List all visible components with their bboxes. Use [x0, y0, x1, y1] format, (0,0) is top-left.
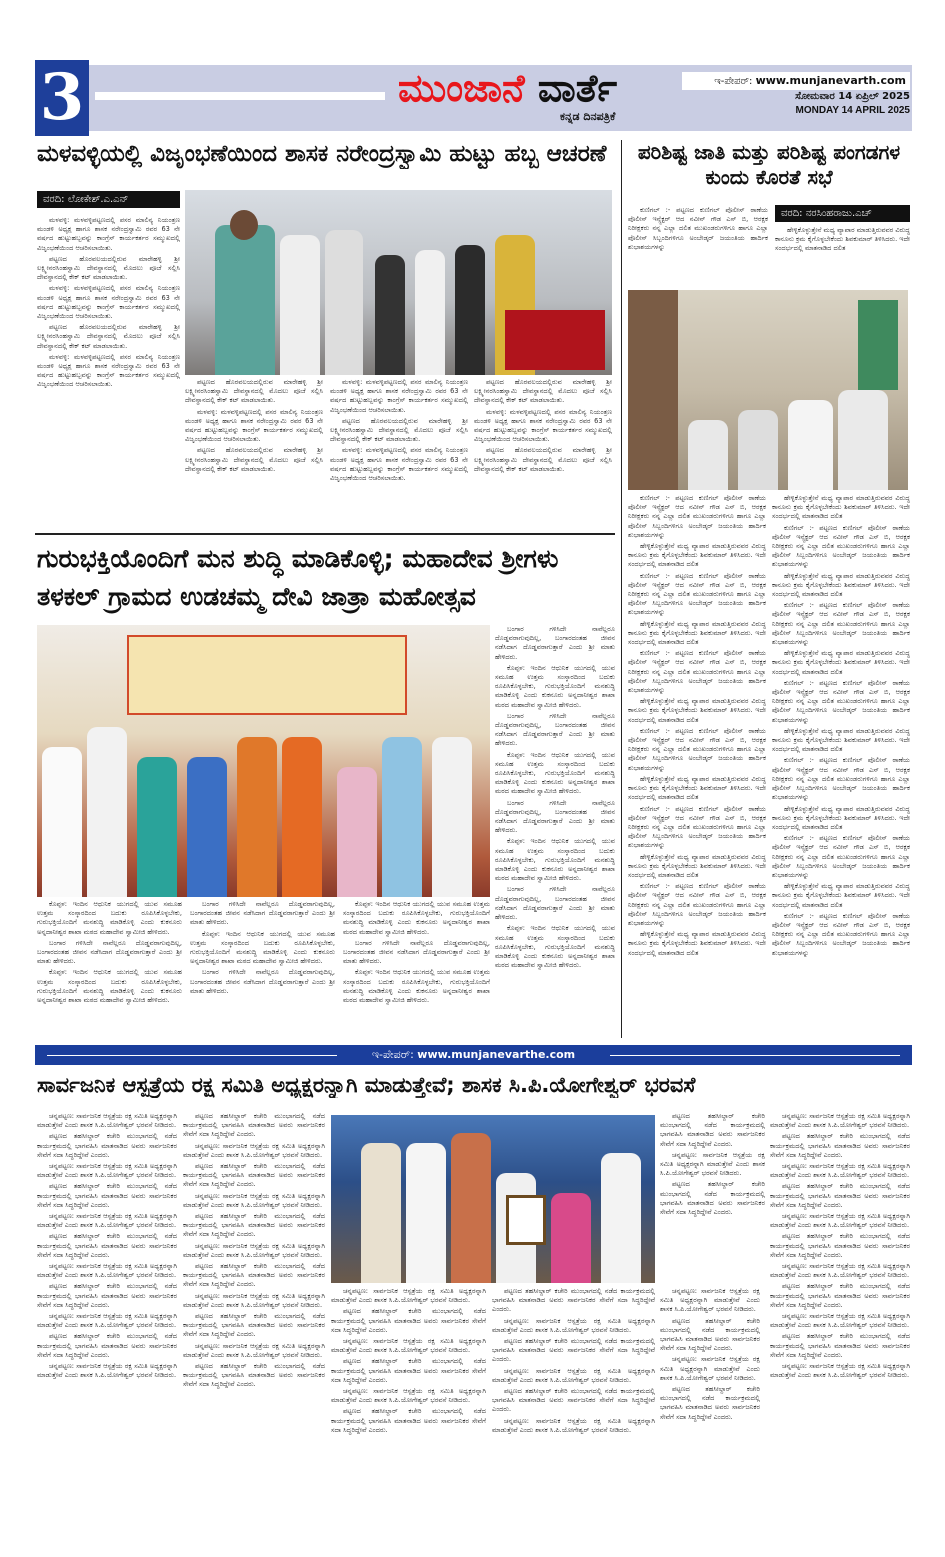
- article-paragraph: ಕುಣಿಗಲ್ :- ಪಟ್ಟಣದ ಕುಣಿಗಲ್ ಪೊಲೀಸ್ ಠಾಣೆಯ ಪೊಲೀಸ್ ಇನ್ಸ್ಪೆಕ್ಟರ್ ಆದ ನವೀನ್ ಗೌಡ ಎಸ್ ಬಿ, ಆರಕ್ಷಕ ನಿರೀಕ್ಷಕರು ನನ್ನ ಎಲ್ಲಾ ದಲಿತ ಮುಖಂಡರುಗಳಿಗೂ ಹಾಗೂ ಎಲ್ಲಾ ಪೊಲೀಸ್ ಸಿಬ್ಬಂದಿಗಳಿಗೂ ಅಂಬೇಡ್ಕರ್ ಜಯಂತಿಯ ಹಾರ್ದಿಕ ಶುಭಾಶಯಗಳನ್ನು: [628, 649, 766, 695]
- article-paragraph: ಹೇಳ್ಳಿಕೊಳ್ಳುತ್ತೇನೆ ಮಧ್ಯ ವ್ಯಾಪಾರ ಮಾಡುತ್ತಿರುವವರ ವಿರುದ್ಧ ಕಾನೂನು ಕ್ರಮ ಕೈಗೊಳ್ಳಬೇಕೆಂದು ಶಿವಕುಮಾರ್ ತಿಳಿಸಿದರು. ಇದೇ ಸಂದರ್ಭದಲ್ಲಿ ಮಾತನಾಡಿದ ದಲಿತ: [628, 619, 766, 647]
- photo-detail: [127, 635, 407, 715]
- article-paragraph: ಚನ್ನಪಟ್ಟಣ: ಸಾರ್ವಜನಿಕ ಆಸ್ಪತ್ರೆಯ ರಕ್ಷ ಸಮಿತಿ ಅಧ್ಯಕ್ಷರನ್ನಾಗಿ ಮಾಡುತ್ತೇವೆ ಎಂದು ಶಾಸಕ ಸಿ.ಪಿ.ಯೋಗೇಶ್ವರ್ ಭರವಸೆ ನೀಡಿದರು.: [37, 1162, 177, 1180]
- article-paragraph: ಮಳವಳ್ಳಿ: ಮಳವಳ್ಳಿಪಟ್ಟಣದಲ್ಲಿ ಪಸರ ಮಾಲಿನ್ಯ ನಿಯಂತ್ರಣ ಮಂಡಳಿ ಅಧ್ಯಕ್ಷ ಹಾಗೂ ಶಾಸಕ ನರೇಂದ್ರಸ್ವಾಮಿ ರವರ 63 ನೇ ವರ್ಷದ ಹುಟ್ಟುಹಬ್ಬವನ್ನು ಕಾಂಗ್ರೆಸ್ ಕಾರ್ಯಕರ್ತರ ಸಮ್ಮುಖದಲ್ಲಿ ವಿಜೃಂಭಣೆಯಿಂದ ಆಚರಿಸಲಾಯಿತು.: [330, 378, 468, 414]
- story1-byline: ವರದಿ: ಲೋಕೇಶ್.ಎ.ಎನ್: [37, 191, 180, 208]
- epaper-band[interactable]: [35, 1045, 912, 1065]
- article-paragraph: ಪಟ್ಟಣದ ತಹಸೀಲ್ದಾರ್ ಕಚೇರಿ ಮುಂಭಾಗದಲ್ಲಿ ನಡೆದ ಕಾರ್ಯಕ್ರಮದಲ್ಲಿ ಭಾಗವಹಿಸಿ ಮಾತನಾಡಿದ ಅವರು ಸಾರ್ವಜನಿಕರ ಸೇವೆಗೆ ಸದಾ ಸಿದ್ಧರಿದ್ದೇವೆ ಎಂದರು.: [492, 1387, 655, 1414]
- article-paragraph: ಬಂಗಾರ ಗಳಿಸಿದೇ ನಾವೆಲ್ಲರೂ ದೊಡ್ಡವರಾಗುವುದಿಲ್ಲ, ಬಂಗಾರದಂತಹ ಜೀವನ ನಡೆಸಿದಾಗ ದೊಡ್ಡವರಾಗುತ್ತಾರೆ ಎಂದು ಶ್ರೀ ಮಾತು ಹೇಳಿದರು.: [37, 938, 182, 966]
- band-website-link[interactable]: www.munjanevarthe.com: [417, 1048, 576, 1061]
- story1-photo: [185, 190, 612, 375]
- photo-detail: [628, 290, 678, 490]
- article-paragraph: ಪಟ್ಟಣದ ತಹಸೀಲ್ದಾರ್ ಕಚೇರಿ ಮುಂಭಾಗದಲ್ಲಿ ನಡೆದ ಕಾರ್ಯಕ್ರಮದಲ್ಲಿ ಭಾಗವಹಿಸಿ ಮಾತನಾಡಿದ ಅವರು ಸಾರ್ವಜನಿಕರ ಸೇವೆಗೆ ಸದಾ ಸಿದ್ಧರಿದ್ದೇವೆ ಎಂದರು.: [492, 1287, 655, 1314]
- article-paragraph: ಪಟ್ಟಣದ ಹೊರವಲಯದಲ್ಲಿರುವ ಮಾರೇಹಳ್ಳಿ ಶ್ರೀ ಲಕ್ಷ್ಮೀನರಸಿಂಹಸ್ವಾಮಿ ದೇವಸ್ಥಾನದಲ್ಲಿ ಮೊದಲು ಪೂಜೆ ಸಲ್ಲಿಸಿ ದೇವಸ್ಥಾನದಲ್ಲಿ ಕೇಕ್ ಕಟ್ ಮಾಡಲಾಯಿತು.: [185, 446, 323, 473]
- story3-photo: [37, 625, 490, 897]
- article-paragraph: ಮಳವಳ್ಳಿ: ಮಳವಳ್ಳಿಪಟ್ಟಣದಲ್ಲಿ ಪಸರ ಮಾಲಿನ್ಯ ನಿಯಂತ್ರಣ ಮಂಡಳಿ ಅಧ್ಯಕ್ಷ ಹಾಗೂ ಶಾಸಕ ನರೇಂದ್ರಸ್ವಾಮಿ ರವರ 63 ನೇ ವರ್ಷದ ಹುಟ್ಟುಹಬ್ಬವನ್ನು ಕಾಂಗ್ರೆಸ್ ಕಾರ್ಯಕರ್ತರ ಸಮ್ಮುಖದಲ್ಲಿ ವಿಜೃಂಭಣೆಯಿಂದ ಆಚರಿಸಲಾಯಿತು.: [37, 284, 180, 321]
- photo-detail: [337, 767, 377, 897]
- article-paragraph: ಕೊಪ್ಪಳ: ಇಂದಿನ ಆಧುನಿಕ ಯುಗದಲ್ಲಿ ಯುವ ಸಮೂಹ ಉತ್ತಮ ಸಂಸ್ಕಾರದಿಂದ ಬದುಕು ರೂಪಿಸಿಕೊಳ್ಳಬೇಕು, ಗುರುಭಕ್ತಿಯೊಂದಿಗೆ ಮನಶುದ್ಧಿ ಮಾಡಿಕೊಳ್ಳಿ ಎಂದು ಕುಕನೂರು ಅನ್ನದಾನೀಶ್ವರ ಶಾಖಾ ಮಠದ ಮಹಾದೇವ ಸ್ವಾಮೀಜಿ ಹೇಳಿದರು.: [343, 900, 490, 936]
- article-paragraph: ಚನ್ನಪಟ್ಟಣ: ಸಾರ್ವಜನಿಕ ಆಸ್ಪತ್ರೆಯ ರಕ್ಷ ಸಮಿತಿ ಅಧ್ಯಕ್ಷರನ್ನಾಗಿ ಮಾಡುತ್ತೇವೆ ಎಂದು ಶಾಸಕ ಸಿ.ಪಿ.ಯೋಗೇಶ್ವರ್ ಭರವಸೆ ನೀಡಿದರು.: [331, 1387, 486, 1405]
- article-paragraph: ಬಂಗಾರ ಗಳಿಸಿದೇ ನಾವೆಲ್ಲರೂ ದೊಡ್ಡವರಾಗುವುದಿಲ್ಲ, ಬಂಗಾರದಂತಹ ಜೀವನ ನಡೆಸಿದಾಗ ದೊಡ್ಡವರಾಗುತ್ತಾರೆ ಎಂದು ಶ್ರೀ ಮಾತು ಹೇಳಿದರು.: [190, 900, 335, 927]
- story4-column-6: [770, 1112, 910, 1512]
- article-paragraph: ಪಟ್ಟಣದ ತಹಸೀಲ್ದಾರ್ ಕಚೇರಿ ಮುಂಭಾಗದಲ್ಲಿ ನಡೆದ ಕಾರ್ಯಕ್ರಮದಲ್ಲಿ ಭಾಗವಹಿಸಿ ಮಾತನಾಡಿದ ಅವರು ಸಾರ್ವಜನಿಕರ ಸೇವೆಗೆ ಸದಾ ಸಿದ್ಧರಿದ್ದೇವೆ ಎಂದರು.: [183, 1262, 325, 1289]
- article-paragraph: ಕುಣಿಗಲ್ :- ಪಟ್ಟಣದ ಕುಣಿಗಲ್ ಪೊಲೀಸ್ ಠಾಣೆಯ ಪೊಲೀಸ್ ಇನ್ಸ್ಪೆಕ್ಟರ್ ಆದ ನವೀನ್ ಗೌಡ ಎಸ್ ಬಿ, ಆರಕ್ಷಕ ನಿರೀಕ್ಷಕರು ನನ್ನ ಎಲ್ಲಾ ದಲಿತ ಮುಖಂಡರುಗಳಿಗೂ ಹಾಗೂ ಎಲ್ಲಾ ಪೊಲೀಸ್ ಸಿಬ್ಬಂದಿಗಳಿಗೂ ಅಂಬೇಡ್ಕರ್ ಜಯಂತಿಯ ಹಾರ್ದಿಕ ಶುಭಾಶಯಗಳನ್ನು: [772, 756, 910, 802]
- article-paragraph: ಚನ್ನಪಟ್ಟಣ: ಸಾರ್ವಜನಿಕ ಆಸ್ಪತ್ರೆಯ ರಕ್ಷ ಸಮಿತಿ ಅಧ್ಯಕ್ಷರನ್ನಾಗಿ ಮಾಡುತ್ತೇವೆ ಎಂದು ಶಾಸಕ ಸಿ.ಪಿ.ಯೋಗೇಶ್ವರ್ ಭರವಸೆ ನೀಡಿದರು.: [183, 1291, 325, 1309]
- article-paragraph: ಪಟ್ಟಣದ ತಹಸೀಲ್ದಾರ್ ಕಚೇರಿ ಮುಂಭಾಗದಲ್ಲಿ ನಡೆದ ಕಾರ್ಯಕ್ರಮದಲ್ಲಿ ಭಾಗವಹಿಸಿ ಮಾತನಾಡಿದ ಅವರು ಸಾರ್ವಜನಿಕರ ಸೇವೆಗೆ ಸದಾ ಸಿದ್ಧರಿದ್ದೇವೆ ಎಂದರು.: [660, 1180, 765, 1217]
- article-paragraph: ಹೇಳ್ಳಿಕೊಳ್ಳುತ್ತೇನೆ ಮಧ್ಯ ವ್ಯಾಪಾರ ಮಾಡುತ್ತಿರುವವರ ವಿರುದ್ಧ ಕಾನೂನು ಕ್ರಮ ಕೈಗೊಳ್ಳಬೇಕೆಂದು ಶಿವಕುಮಾರ್ ತಿಳಿಸಿದರು. ಇದೇ ಸಂದರ್ಭದಲ್ಲಿ ಮಾತನಾಡಿದ ದಲಿತ: [628, 852, 766, 879]
- photo-detail: [87, 727, 127, 897]
- article-paragraph: ಬಂಗಾರ ಗಳಿಸಿದೇ ನಾವೆಲ್ಲರೂ ದೊಡ್ಡವರಾಗುವುದಿಲ್ಲ, ಬಂಗಾರದಂತಹ ಜೀವನ ನಡೆಸಿದಾಗ ದೊಡ್ಡವರಾಗುತ್ತಾರೆ ಎಂದು ಶ್ರೀ ಮಾತು ಹೇಳಿದರು.: [495, 625, 615, 661]
- photo-detail: [505, 310, 605, 370]
- article-paragraph: ಕುಣಿಗಲ್ :- ಪಟ್ಟಣದ ಕುಣಿಗಲ್ ಪೊಲೀಸ್ ಠಾಣೆಯ ಪೊಲೀಸ್ ಇನ್ಸ್ಪೆಕ್ಟರ್ ಆದ ನವೀನ್ ಗೌಡ ಎಸ್ ಬಿ, ಆರಕ್ಷಕ ನಿರೀಕ್ಷಕರು ನನ್ನ ಎಲ್ಲಾ ದಲಿತ ಮುಖಂಡರುಗಳಿಗೂ ಹಾಗೂ ಎಲ್ಲಾ ಪೊಲೀಸ್ ಸಿಬ್ಬಂದಿಗಳಿಗೂ ಅಂಬೇಡ್ಕರ್ ಜಯಂತಿಯ ಹಾರ್ದಿಕ ಶುಭಾಶಯಗಳನ್ನು: [628, 726, 766, 772]
- epaper-url[interactable]: [682, 72, 910, 90]
- photo-detail: [215, 225, 275, 375]
- article-paragraph: ಚನ್ನಪಟ್ಟಣ: ಸಾರ್ವಜನಿಕ ಆಸ್ಪತ್ರೆಯ ರಕ್ಷ ಸಮಿತಿ ಅಧ್ಯಕ್ಷರನ್ನಾಗಿ ಮಾಡುತ್ತೇವೆ ಎಂದು ಶಾಸಕ ಸಿ.ಪಿ.ಯೋಗೇಶ್ವರ್ ಭರವಸೆ ನೀಡಿದರು.: [660, 1355, 760, 1382]
- page-number: 3: [35, 60, 89, 136]
- article-paragraph: ಬಂಗಾರ ಗಳಿಸಿದೇ ನಾವೆಲ್ಲರೂ ದೊಡ್ಡವರಾಗುವುದಿಲ್ಲ, ಬಂಗಾರದಂತಹ ಜೀವನ ನಡೆಸಿದಾಗ ದೊಡ್ಡವರಾಗುತ್ತಾರೆ ಎಂದು ಶ್ರೀ ಮಾತು ಹೇಳಿದರು.: [343, 938, 490, 966]
- article-paragraph: ಚನ್ನಪಟ್ಟಣ: ಸಾರ್ವಜನಿಕ ಆಸ್ಪತ್ರೆಯ ರಕ್ಷ ಸಮಿತಿ ಅಧ್ಯಕ್ಷರನ್ನಾಗಿ ಮಾಡುತ್ತೇವೆ ಎಂದು ಶಾಸಕ ಸಿ.ಪಿ.ಯೋಗೇಶ್ವರ್ ಭರವಸೆ ನೀಡಿದರು.: [492, 1366, 655, 1384]
- photo-detail: [551, 1193, 591, 1283]
- article-paragraph: ಬಂಗಾರ ಗಳಿಸಿದೇ ನಾವೆಲ್ಲರೂ ದೊಡ್ಡವರಾಗುವುದಿಲ್ಲ, ಬಂಗಾರದಂತಹ ಜೀವನ ನಡೆಸಿದಾಗ ದೊಡ್ಡವರಾಗುತ್ತಾರೆ ಎಂದು ಶ್ರೀ ಮಾತು ಹೇಳಿದರು.: [190, 968, 335, 995]
- article-paragraph: ಪಟ್ಟಣದ ಹೊರವಲಯದಲ್ಲಿರುವ ಮಾರೇಹಳ್ಳಿ ಶ್ರೀ ಲಕ್ಷ್ಮೀನರಸಿಂಹಸ್ವಾಮಿ ದೇವಸ್ಥಾನದಲ್ಲಿ ಮೊದಲು ಪೂಜೆ ಸಲ್ಲಿಸಿ ದೇವಸ್ಥಾನದಲ್ಲಿ ಕೇಕ್ ಕಟ್ ಮಾಡಲಾಯಿತು.: [37, 323, 180, 350]
- article-paragraph: ಕುಣಿಗಲ್ :- ಪಟ್ಟಣದ ಕುಣಿಗಲ್ ಪೊಲೀಸ್ ಠಾಣೆಯ ಪೊಲೀಸ್ ಇನ್ಸ್ಪೆಕ್ಟರ್ ಆದ ನವೀನ್ ಗೌಡ ಎಸ್ ಬಿ, ಆರಕ್ಷಕ ನಿರೀಕ್ಷಕರು ನನ್ನ ಎಲ್ಲಾ ದಲಿತ ಮುಖಂಡರುಗಳಿಗೂ ಹಾಗೂ ಎಲ್ಲಾ ಪೊಲೀಸ್ ಸಿಬ್ಬಂದಿಗಳಿಗೂ ಅಂಬೇಡ್ಕರ್ ಜಯಂತಿಯ ಹಾರ್ದಿಕ ಶುಭಾಶಯಗಳನ್ನು: [628, 206, 768, 251]
- article-paragraph: ಕುಣಿಗಲ್ :- ಪಟ್ಟಣದ ಕುಣಿಗಲ್ ಪೊಲೀಸ್ ಠಾಣೆಯ ಪೊಲೀಸ್ ಇನ್ಸ್ಪೆಕ್ಟರ್ ಆದ ನವೀನ್ ಗೌಡ ಎಸ್ ಬಿ, ಆರಕ್ಷಕ ನಿರೀಕ್ಷಕರು ನನ್ನ ಎಲ್ಲಾ ದಲಿತ ಮುಖಂಡರುಗಳಿಗೂ ಹಾಗೂ ಎಲ್ಲಾ ಪೊಲೀಸ್ ಸಿಬ್ಬಂದಿಗಳಿಗೂ ಅಂಬೇಡ್ಕರ್ ಜಯಂತಿಯ ಹಾರ್ದಿಕ ಶುಭಾಶಯಗಳನ್ನು: [628, 804, 766, 850]
- photo-detail: [506, 1195, 546, 1245]
- article-paragraph: ಪಟ್ಟಣದ ಹೊರವಲಯದಲ್ಲಿರುವ ಮಾರೇಹಳ್ಳಿ ಶ್ರೀ ಲಕ್ಷ್ಮೀನರಸಿಂಹಸ್ವಾಮಿ ದೇವಸ್ಥಾನದಲ್ಲಿ ಮೊದಲು ಪೂಜೆ ಸಲ್ಲಿಸಿ ದೇವಸ್ಥಾನದಲ್ಲಿ ಕೇಕ್ ಕಟ್ ಮಾಡಲಾಯಿತು.: [330, 416, 468, 444]
- article-paragraph: ಕೊಪ್ಪಳ: ಇಂದಿನ ಆಧುನಿಕ ಯುಗದಲ್ಲಿ ಯುವ ಸಮೂಹ ಉತ್ತಮ ಸಂಸ್ಕಾರದಿಂದ ಬದುಕು ರೂಪಿಸಿಕೊಳ್ಳಬೇಕು, ಗುರುಭಕ್ತಿಯೊಂದಿಗೆ ಮನಶುದ್ಧಿ ಮಾಡಿಕೊಳ್ಳಿ ಎಂದು ಕುಕನೂರು ಅನ್ನದಾನೀಶ್ವರ ಶಾಖಾ ಮಠದ ಮಹಾದೇವ ಸ್ವಾಮೀಜಿ ಹೇಳಿದರು.: [495, 663, 615, 709]
- article-paragraph: ಹೇಳ್ಳಿಕೊಳ್ಳುತ್ತೇನೆ ಮಧ್ಯ ವ್ಯಾಪಾರ ಮಾಡುತ್ತಿರುವವರ ವಿರುದ್ಧ ಕಾನೂನು ಕ್ರಮ ಕೈಗೊಳ್ಳಬೇಕೆಂದು ಶಿವಕುಮಾರ್ ತಿಳಿಸಿದರು. ಇದೇ ಸಂದರ್ಭದಲ್ಲಿ ಮಾತನಾಡಿದ ದಲಿತ: [772, 571, 910, 599]
- photo-detail: [137, 757, 177, 897]
- article-paragraph: ಚನ್ನಪಟ್ಟಣ: ಸಾರ್ವಜನಿಕ ಆಸ್ಪತ್ರೆಯ ರಕ್ಷ ಸಮಿತಿ ಅಧ್ಯಕ್ಷರನ್ನಾಗಿ ಮಾಡುತ್ತೇವೆ ಎಂದು ಶಾಸಕ ಸಿ.ಪಿ.ಯೋಗೇಶ್ವರ್ ಭರವಸೆ ನೀಡಿದರು.: [770, 1112, 910, 1130]
- story3-column-1: [495, 625, 615, 1035]
- story4-headline: ಸಾರ್ವಜನಿಕ ಆಸ್ಪತ್ರೆಯ ರಕ್ಷ ಸಮಿತಿ ಅಧ್ಯಕ್ಷರನ್ನಾಗಿ ಮಾಡುತ್ತೇವೆ; ಶಾಸಕ ಸಿ.ಪಿ.ಯೋಗೇಶ್ವರ್ ಭರವಸೆ: [37, 1073, 696, 1097]
- article-paragraph: ಕುಣಿಗಲ್ :- ಪಟ್ಟಣದ ಕುಣಿಗಲ್ ಪೊಲೀಸ್ ಠಾಣೆಯ ಪೊಲೀಸ್ ಇನ್ಸ್ಪೆಕ್ಟರ್ ಆದ ನವೀನ್ ಗೌಡ ಎಸ್ ಬಿ, ಆರಕ್ಷಕ ನಿರೀಕ್ಷಕರು ನನ್ನ ಎಲ್ಲಾ ದಲಿತ ಮುಖಂಡರುಗಳಿಗೂ ಹಾಗೂ ಎಲ್ಲಾ ಪೊಲೀಸ್ ಸಿಬ್ಬಂದಿಗಳಿಗೂ ಅಂಬೇಡ್ಕರ್ ಜಯಂತಿಯ ಹಾರ್ದಿಕ ಶುಭಾಶಯಗಳನ್ನು: [628, 494, 766, 539]
- photo-detail: [688, 420, 728, 490]
- article-paragraph: ಚನ್ನಪಟ್ಟಣ: ಸಾರ್ವಜನಿಕ ಆಸ್ಪತ್ರೆಯ ರಕ್ಷ ಸಮಿತಿ ಅಧ್ಯಕ್ಷರನ್ನಾಗಿ ಮಾಡುತ್ತೇವೆ ಎಂದು ಶಾಸಕ ಸಿ.ಪಿ.ಯೋಗೇಶ್ವರ್ ಭರವಸೆ ನೀಡಿದರು.: [183, 1341, 325, 1359]
- article-paragraph: ಪಟ್ಟಣದ ತಹಸೀಲ್ದಾರ್ ಕಚೇರಿ ಮುಂಭಾಗದಲ್ಲಿ ನಡೆದ ಕಾರ್ಯಕ್ರಮದಲ್ಲಿ ಭಾಗವಹಿಸಿ ಮಾತನಾಡಿದ ಅವರು ಸಾರ್ವಜನಿಕರ ಸೇವೆಗೆ ಸದಾ ಸಿದ್ಧರಿದ್ದೇವೆ ಎಂದರು.: [770, 1332, 910, 1359]
- story1-column-1: [37, 216, 180, 528]
- article-paragraph: ಪಟ್ಟಣದ ತಹಸೀಲ್ದಾರ್ ಕಚೇರಿ ಮುಂಭಾಗದಲ್ಲಿ ನಡೆದ ಕಾರ್ಯಕ್ರಮದಲ್ಲಿ ಭಾಗವಹಿಸಿ ಮಾತನಾಡಿದ ಅವರು ಸಾರ್ವಜನಿಕರ ಸೇವೆಗೆ ಸದಾ ಸಿದ್ಧರಿದ್ದೇವೆ ಎಂದರು.: [770, 1232, 910, 1259]
- article-paragraph: ಚನ್ನಪಟ್ಟಣ: ಸಾರ್ವಜನಿಕ ಆಸ್ಪತ್ರೆಯ ರಕ್ಷ ಸಮಿತಿ ಅಧ್ಯಕ್ಷರನ್ನಾಗಿ ಮಾಡುತ್ತೇವೆ ಎಂದು ಶಾಸಕ ಸಿ.ಪಿ.ಯೋಗೇಶ್ವರ್ ಭರವಸೆ ನೀಡಿದರು.: [660, 1287, 760, 1314]
- photo-detail: [455, 245, 485, 375]
- article-paragraph: ಚನ್ನಪಟ್ಟಣ: ಸಾರ್ವಜನಿಕ ಆಸ್ಪತ್ರೆಯ ರಕ್ಷ ಸಮಿತಿ ಅಧ್ಯಕ್ಷರನ್ನಾಗಿ ಮಾಡುತ್ತೇವೆ ಎಂದು ಶಾಸಕ ಸಿ.ಪಿ.ಯೋಗೇಶ್ವರ್ ಭರವಸೆ ನೀಡಿದರು.: [331, 1337, 486, 1355]
- article-paragraph: ಪಟ್ಟಣದ ಹೊರವಲಯದಲ್ಲಿರುವ ಮಾರೇಹಳ್ಳಿ ಶ್ರೀ ಲಕ್ಷ್ಮೀನರಸಿಂಹಸ್ವಾಮಿ ದೇವಸ್ಥಾನದಲ್ಲಿ ಮೊದಲು ಪೂಜೆ ಸಲ್ಲಿಸಿ ದೇವಸ್ಥಾನದಲ್ಲಿ ಕೇಕ್ ಕಟ್ ಮಾಡಲಾಯಿತು.: [185, 378, 323, 405]
- photo-detail: [738, 410, 778, 490]
- article-paragraph: ಮಳವಳ್ಳಿ: ಮಳವಳ್ಳಿಪಟ್ಟಣದಲ್ಲಿ ಪಸರ ಮಾಲಿನ್ಯ ನಿಯಂತ್ರಣ ಮಂಡಳಿ ಅಧ್ಯಕ್ಷ ಹಾಗೂ ಶಾಸಕ ನರೇಂದ್ರಸ್ವಾಮಿ ರವರ 63 ನೇ ವರ್ಷದ ಹುಟ್ಟುಹಬ್ಬವನ್ನು ಕಾಂಗ್ರೆಸ್ ಕಾರ್ಯಕರ್ತರ ಸಮ್ಮುಖದಲ್ಲಿ ವಿಜೃಂಭಣೆಯಿಂದ ಆಚರಿಸಲಾಯಿತು.: [37, 216, 180, 252]
- article-paragraph: ಪಟ್ಟಣದ ತಹಸೀಲ್ದಾರ್ ಕಚೇರಿ ಮುಂಭಾಗದಲ್ಲಿ ನಡೆದ ಕಾರ್ಯಕ್ರಮದಲ್ಲಿ ಭಾಗವಹಿಸಿ ಮಾತನಾಡಿದ ಅವರು ಸಾರ್ವಜನಿಕರ ಸೇವೆಗೆ ಸದಾ ಸಿದ್ಧರಿದ್ದೇವೆ ಎಂದರು.: [37, 1132, 177, 1159]
- article-paragraph: ಕುಣಿಗಲ್ :- ಪಟ್ಟಣದ ಕುಣಿಗಲ್ ಪೊಲೀಸ್ ಠಾಣೆಯ ಪೊಲೀಸ್ ಇನ್ಸ್ಪೆಕ್ಟರ್ ಆದ ನವೀನ್ ಗೌಡ ಎಸ್ ಬಿ, ಆರಕ್ಷಕ ನಿರೀಕ್ಷಕರು ನನ್ನ ಎಲ್ಲಾ ದಲಿತ ಮುಖಂಡರುಗಳಿಗೂ ಹಾಗೂ ಎಲ್ಲಾ ಪೊಲೀಸ್ ಸಿಬ್ಬಂದಿಗಳಿಗೂ ಅಂಬೇಡ್ಕರ್ ಜಯಂತಿಯ ಹಾರ್ದಿಕ ಶುಭಾಶಯಗಳನ್ನು: [772, 911, 910, 957]
- article-paragraph: ಚನ್ನಪಟ್ಟಣ: ಸಾರ್ವಜನಿಕ ಆಸ್ಪತ್ರೆಯ ರಕ್ಷ ಸಮಿತಿ ಅಧ್ಯಕ್ಷರನ್ನಾಗಿ ಮಾಡುತ್ತೇವೆ ಎಂದು ಶಾಸಕ ಸಿ.ಪಿ.ಯೋಗೇಶ್ವರ್ ಭರವಸೆ ನೀಡಿದರು.: [37, 1362, 177, 1380]
- newspaper-logo: [398, 66, 617, 111]
- article-paragraph: ಹೇಳ್ಳಿಕೊಳ್ಳುತ್ತೇನೆ ಮಧ್ಯ ವ್ಯಾಪಾರ ಮಾಡುತ್ತಿರುವವರ ವಿರುದ್ಧ ಕಾನೂನು ಕ್ರಮ ಕೈಗೊಳ್ಳಬೇಕೆಂದು ಶಿವಕುಮಾರ್ ತಿಳಿಸಿದರು. ಇದೇ ಸಂದರ್ಭದಲ್ಲಿ ಮಾತನಾಡಿದ ದಲಿತ: [628, 930, 766, 957]
- article-paragraph: ಪಟ್ಟಣದ ತಹಸೀಲ್ದಾರ್ ಕಚೇರಿ ಮುಂಭಾಗದಲ್ಲಿ ನಡೆದ ಕಾರ್ಯಕ್ರಮದಲ್ಲಿ ಭಾಗವಹಿಸಿ ಮಾತನಾಡಿದ ಅವರು ಸಾರ್ವಜನಿಕರ ಸೇವೆಗೆ ಸದಾ ಸಿದ್ಧರಿದ್ದೇವೆ ಎಂದರು.: [183, 1362, 325, 1389]
- tagline: ಕನ್ನಡ ದಿನಪತ್ರಿಕೆ: [560, 110, 616, 123]
- article-paragraph: ಪಟ್ಟಣದ ತಹಸೀಲ್ದಾರ್ ಕಚೇರಿ ಮುಂಭಾಗದಲ್ಲಿ ನಡೆದ ಕಾರ್ಯಕ್ರಮದಲ್ಲಿ ಭಾಗವಹಿಸಿ ಮಾತನಾಡಿದ ಅವರು ಸಾರ್ವಜನಿಕರ ಸೇವೆಗೆ ಸದಾ ಸಿದ್ಧರಿದ್ದೇವೆ ಎಂದರು.: [37, 1232, 177, 1259]
- story4-column-1: [37, 1112, 177, 1512]
- article-paragraph: ಚನ್ನಪಟ್ಟಣ: ಸಾರ್ವಜನಿಕ ಆಸ್ಪತ್ರೆಯ ರಕ್ಷ ಸಮಿತಿ ಅಧ್ಯಕ್ಷರನ್ನಾಗಿ ಮಾಡುತ್ತೇವೆ ಎಂದು ಶಾಸಕ ಸಿ.ಪಿ.ಯೋಗೇಶ್ವರ್ ಭರವಸೆ ನೀಡಿದರು.: [37, 1262, 177, 1280]
- article-paragraph: ಕೊಪ್ಪಳ: ಇಂದಿನ ಆಧುನಿಕ ಯುಗದಲ್ಲಿ ಯುವ ಸಮೂಹ ಉತ್ತಮ ಸಂಸ್ಕಾರದಿಂದ ಬದುಕು ರೂಪಿಸಿಕೊಳ್ಳಬೇಕು, ಗುರುಭಕ್ತಿಯೊಂದಿಗೆ ಮನಶುದ್ಧಿ ಮಾಡಿಕೊಳ್ಳಿ ಎಂದು ಕುಕನೂರು ಅನ್ನದಾನೀಶ್ವರ ಶಾಖಾ ಮಠದ ಮಹಾದೇವ ಸ್ವಾಮೀಜಿ ಹೇಳಿದರು.: [495, 750, 615, 796]
- story4-photo: [331, 1115, 655, 1283]
- article-paragraph: ಕುಣಿಗಲ್ :- ಪಟ್ಟಣದ ಕುಣಿಗಲ್ ಪೊಲೀಸ್ ಠಾಣೆಯ ಪೊಲೀಸ್ ಇನ್ಸ್ಪೆಕ್ಟರ್ ಆದ ನವೀನ್ ಗೌಡ ಎಸ್ ಬಿ, ಆರಕ್ಷಕ ನಿರೀಕ್ಷಕರು ನನ್ನ ಎಲ್ಲಾ ದಲಿತ ಮುಖಂಡರುಗಳಿಗೂ ಹಾಗೂ ಎಲ್ಲಾ ಪೊಲೀಸ್ ಸಿಬ್ಬಂದಿಗಳಿಗೂ ಅಂಬೇಡ್ಕರ್ ಜಯಂತಿಯ ಹಾರ್ದಿಕ ಶುಭಾಶಯಗಳನ್ನು: [772, 601, 910, 647]
- article-paragraph: ಪಟ್ಟಣದ ತಹಸೀಲ್ದಾರ್ ಕಚೇರಿ ಮುಂಭಾಗದಲ್ಲಿ ನಡೆದ ಕಾರ್ಯಕ್ರಮದಲ್ಲಿ ಭಾಗವಹಿಸಿ ಮಾತನಾಡಿದ ಅವರು ಸಾರ್ವಜನಿಕರ ಸೇವೆಗೆ ಸದಾ ಸಿದ್ಧರಿದ್ದೇವೆ ಎಂದರು.: [331, 1307, 486, 1334]
- photo-detail: [858, 300, 898, 390]
- article-paragraph: ಮಳವಳ್ಳಿ: ಮಳವಳ್ಳಿಪಟ್ಟಣದಲ್ಲಿ ಪಸರ ಮಾಲಿನ್ಯ ನಿಯಂತ್ರಣ ಮಂಡಳಿ ಅಧ್ಯಕ್ಷ ಹಾಗೂ ಶಾಸಕ ನರೇಂದ್ರಸ್ವಾಮಿ ರವರ 63 ನೇ ವರ್ಷದ ಹುಟ್ಟುಹಬ್ಬವನ್ನು ಕಾಂಗ್ರೆಸ್ ಕಾರ್ಯಕರ್ತರ ಸಮ್ಮುಖದಲ್ಲಿ ವಿಜೃಂಭಣೆಯಿಂದ ಆಚರಿಸಲಾಯಿತು.: [185, 407, 323, 444]
- story4-column-7: [660, 1112, 765, 1282]
- article-paragraph: ಮಳವಳ್ಳಿ: ಮಳವಳ್ಳಿಪಟ್ಟಣದಲ್ಲಿ ಪಸರ ಮಾಲಿನ್ಯ ನಿಯಂತ್ರಣ ಮಂಡಳಿ ಅಧ್ಯಕ್ಷ ಹಾಗೂ ಶಾಸಕ ನರೇಂದ್ರಸ್ವಾಮಿ ರವರ 63 ನೇ ವರ್ಷದ ಹುಟ್ಟುಹಬ್ಬವನ್ನು ಕಾಂಗ್ರೆಸ್ ಕಾರ್ಯಕರ್ತರ ಸಮ್ಮುಖದಲ್ಲಿ ವಿಜೃಂಭಣೆಯಿಂದ ಆಚರಿಸಲಾಯಿತು.: [474, 407, 612, 444]
- photo-detail: [432, 737, 472, 897]
- photo-detail: [838, 390, 888, 490]
- logo-part1: ಮುಂಜಾನೆ: [398, 66, 525, 110]
- article-paragraph: ಕೊಪ್ಪಳ: ಇಂದಿನ ಆಧುನಿಕ ಯುಗದಲ್ಲಿ ಯುವ ಸಮೂಹ ಉತ್ತಮ ಸಂಸ್ಕಾರದಿಂದ ಬದುಕು ರೂಪಿಸಿಕೊಳ್ಳಬೇಕು, ಗುರುಭಕ್ತಿಯೊಂದಿಗೆ ಮನಶುದ್ಧಿ ಮಾಡಿಕೊಳ್ಳಿ ಎಂದು ಕುಕನೂರು ಅನ್ನದಾನೀಶ್ವರ ಶಾಖಾ ಮಠದ ಮಹಾದೇವ ಸ್ವಾಮೀಜಿ ಹೇಳಿದರು.: [190, 929, 335, 966]
- article-paragraph: ಚನ್ನಪಟ್ಟಣ: ಸಾರ್ವಜನಿಕ ಆಸ್ಪತ್ರೆಯ ರಕ್ಷ ಸಮಿತಿ ಅಧ್ಯಕ್ಷರನ್ನಾಗಿ ಮಾಡುತ್ತೇವೆ ಎಂದು ಶಾಸಕ ಸಿ.ಪಿ.ಯೋಗೇಶ್ವರ್ ಭರವಸೆ ನೀಡಿದರು.: [770, 1362, 910, 1380]
- story3-column-2: [37, 900, 182, 1035]
- article-paragraph: ಪಟ್ಟಣದ ಹೊರವಲಯದಲ್ಲಿರುವ ಮಾರೇಹಳ್ಳಿ ಶ್ರೀ ಲಕ್ಷ್ಮೀನರಸಿಂಹಸ್ವಾಮಿ ದೇವಸ್ಥಾನದಲ್ಲಿ ಮೊದಲು ಪೂಜೆ ಸಲ್ಲಿಸಿ ದೇವಸ್ಥಾನದಲ್ಲಿ ಕೇಕ್ ಕಟ್ ಮಾಡಲಾಯಿತು.: [474, 378, 612, 405]
- story3-column-3: [190, 900, 335, 1035]
- article-paragraph: ಕುಣಿಗಲ್ :- ಪಟ್ಟಣದ ಕುಣಿಗಲ್ ಪೊಲೀಸ್ ಠಾಣೆಯ ಪೊಲೀಸ್ ಇನ್ಸ್ಪೆಕ್ಟರ್ ಆದ ನವೀನ್ ಗೌಡ ಎಸ್ ಬಿ, ಆರಕ್ಷಕ ನಿರೀಕ್ಷಕರು ನನ್ನ ಎಲ್ಲಾ ದಲಿತ ಮುಖಂಡರುಗಳಿಗೂ ಹಾಗೂ ಎಲ್ಲಾ ಪೊಲೀಸ್ ಸಿಬ್ಬಂದಿಗಳಿಗೂ ಅಂಬೇಡ್ಕರ್ ಜಯಂತಿಯ ಹಾರ್ದಿಕ ಶುಭಾಶಯಗಳನ್ನು: [772, 834, 910, 879]
- story3-column-4: [343, 900, 490, 1035]
- article-paragraph: ಪಟ್ಟಣದ ತಹಸೀಲ್ದಾರ್ ಕಚೇರಿ ಮುಂಭಾಗದಲ್ಲಿ ನಡೆದ ಕಾರ್ಯಕ್ರಮದಲ್ಲಿ ಭಾಗವಹಿಸಿ ಮಾತನಾಡಿದ ಅವರು ಸಾರ್ವಜನಿಕರ ಸೇವೆಗೆ ಸದಾ ಸಿದ್ಧರಿದ್ದೇವೆ ಎಂದರು.: [37, 1182, 177, 1209]
- story2-column-3: [628, 494, 766, 1034]
- article-paragraph: ಕೊಪ್ಪಳ: ಇಂದಿನ ಆಧುನಿಕ ಯುಗದಲ್ಲಿ ಯುವ ಸಮೂಹ ಉತ್ತಮ ಸಂಸ್ಕಾರದಿಂದ ಬದುಕು ರೂಪಿಸಿಕೊಳ್ಳಬೇಕು, ಗುರುಭಕ್ತಿಯೊಂದಿಗೆ ಮನಶುದ್ಧಿ ಮಾಡಿಕೊಳ್ಳಿ ಎಂದು ಕುಕನೂರು ಅನ್ನದಾನೀಶ್ವರ ಶಾಖಾ ಮಠದ ಮಹಾದೇವ ಸ್ವಾಮೀಜಿ ಹೇಳಿದರು.: [495, 837, 615, 883]
- article-paragraph: ಪಟ್ಟಣದ ತಹಸೀಲ್ದಾರ್ ಕಚೇರಿ ಮುಂಭಾಗದಲ್ಲಿ ನಡೆದ ಕಾರ್ಯಕ್ರಮದಲ್ಲಿ ಭಾಗವಹಿಸಿ ಮಾತನಾಡಿದ ಅವರು ಸಾರ್ವಜನಿಕರ ಸೇವೆಗೆ ಸದಾ ಸಿದ್ಧರಿದ್ದೇವೆ ಎಂದರು.: [770, 1282, 910, 1309]
- article-paragraph: ಚನ್ನಪಟ್ಟಣ: ಸಾರ್ವಜನಿಕ ಆಸ್ಪತ್ರೆಯ ರಕ್ಷ ಸಮಿತಿ ಅಧ್ಯಕ್ಷರನ್ನಾಗಿ ಮಾಡುತ್ತೇವೆ ಎಂದು ಶಾಸಕ ಸಿ.ಪಿ.ಯೋಗೇಶ್ವರ್ ಭರವಸೆ ನೀಡಿದರು.: [770, 1312, 910, 1330]
- article-paragraph: ಪಟ್ಟಣದ ತಹಸೀಲ್ದಾರ್ ಕಚೇರಿ ಮುಂಭಾಗದಲ್ಲಿ ನಡೆದ ಕಾರ್ಯಕ್ರಮದಲ್ಲಿ ಭಾಗವಹಿಸಿ ಮಾತನಾಡಿದ ಅವರು ಸಾರ್ವಜನಿಕರ ಸೇವೆಗೆ ಸದಾ ಸಿದ್ಧರಿದ್ದೇವೆ ಎಂದರು.: [331, 1407, 486, 1434]
- article-paragraph: ಚನ್ನಪಟ್ಟಣ: ಸಾರ್ವಜನಿಕ ಆಸ್ಪತ್ರೆಯ ರಕ್ಷ ಸಮಿತಿ ಅಧ್ಯಕ್ಷರನ್ನಾಗಿ ಮಾಡುತ್ತೇವೆ ಎಂದು ಶಾಸಕ ಸಿ.ಪಿ.ಯೋಗೇಶ್ವರ್ ಭರವಸೆ ನೀಡಿದರು.: [492, 1416, 655, 1434]
- article-paragraph: ಪಟ್ಟಣದ ತಹಸೀಲ್ದಾರ್ ಕಚೇರಿ ಮುಂಭಾಗದಲ್ಲಿ ನಡೆದ ಕಾರ್ಯಕ್ರಮದಲ್ಲಿ ಭಾಗವಹಿಸಿ ಮಾತನಾಡಿದ ಅವರು ಸಾರ್ವಜನಿಕರ ಸೇವೆಗೆ ಸದಾ ಸಿದ್ಧರಿದ್ದೇವೆ ಎಂದರು.: [770, 1132, 910, 1159]
- article-paragraph: ಪಟ್ಟಣದ ತಹಸೀಲ್ದಾರ್ ಕಚೇರಿ ಮುಂಭಾಗದಲ್ಲಿ ನಡೆದ ಕಾರ್ಯಕ್ರಮದಲ್ಲಿ ಭಾಗವಹಿಸಿ ಮಾತನಾಡಿದ ಅವರು ಸಾರ್ವಜನಿಕರ ಸೇವೆಗೆ ಸದಾ ಸಿದ್ಧರಿದ್ದೇವೆ ಎಂದರು.: [331, 1357, 486, 1384]
- photo-detail: [406, 1143, 446, 1283]
- article-paragraph: ಪಟ್ಟಣದ ತಹಸೀಲ್ದಾರ್ ಕಚೇರಿ ಮುಂಭಾಗದಲ್ಲಿ ನಡೆದ ಕಾರ್ಯಕ್ರಮದಲ್ಲಿ ಭಾಗವಹಿಸಿ ಮಾತನಾಡಿದ ಅವರು ಸಾರ್ವಜನಿಕರ ಸೇವೆಗೆ ಸದಾ ಸಿದ್ಧರಿದ್ದೇವೆ ಎಂದರು.: [183, 1212, 325, 1239]
- article-paragraph: ಚನ್ನಪಟ್ಟಣ: ಸಾರ್ವಜನಿಕ ಆಸ್ಪತ್ರೆಯ ರಕ್ಷ ಸಮಿತಿ ಅಧ್ಯಕ್ಷರನ್ನಾಗಿ ಮಾಡುತ್ತೇವೆ ಎಂದು ಶಾಸಕ ಸಿ.ಪಿ.ಯೋಗೇಶ್ವರ್ ಭರವಸೆ ನೀಡಿದರು.: [660, 1150, 765, 1178]
- article-paragraph: ಪಟ್ಟಣದ ತಹಸೀಲ್ದಾರ್ ಕಚೇರಿ ಮುಂಭಾಗದಲ್ಲಿ ನಡೆದ ಕಾರ್ಯಕ್ರಮದಲ್ಲಿ ಭಾಗವಹಿಸಿ ಮಾತನಾಡಿದ ಅವರು ಸಾರ್ವಜನಿಕರ ಸೇವೆಗೆ ಸದಾ ಸಿದ್ಧರಿದ್ದೇವೆ ಎಂದರು.: [660, 1385, 760, 1421]
- article-paragraph: ಕುಣಿಗಲ್ :- ಪಟ್ಟಣದ ಕುಣಿಗಲ್ ಪೊಲೀಸ್ ಠಾಣೆಯ ಪೊಲೀಸ್ ಇನ್ಸ್ಪೆಕ್ಟರ್ ಆದ ನವೀನ್ ಗೌಡ ಎಸ್ ಬಿ, ಆರಕ್ಷಕ ನಿರೀಕ್ಷಕರು ನನ್ನ ಎಲ್ಲಾ ದಲಿತ ಮುಖಂಡರುಗಳಿಗೂ ಹಾಗೂ ಎಲ್ಲಾ ಪೊಲೀಸ್ ಸಿಬ್ಬಂದಿಗಳಿಗೂ ಅಂಬೇಡ್ಕರ್ ಜಯಂತಿಯ ಹಾರ್ದಿಕ ಶುಭಾಶಯಗಳನ್ನು: [628, 882, 766, 927]
- article-paragraph: ಚನ್ನಪಟ್ಟಣ: ಸಾರ್ವಜನಿಕ ಆಸ್ಪತ್ರೆಯ ರಕ್ಷ ಸಮಿತಿ ಅಧ್ಯಕ್ಷರನ್ನಾಗಿ ಮಾಡುತ್ತೇವೆ ಎಂದು ಶಾಸಕ ಸಿ.ಪಿ.ಯೋಗೇಶ್ವರ್ ಭರವಸೆ ನೀಡಿದರು.: [492, 1316, 655, 1334]
- article-paragraph: ಹೇಳ್ಳಿಕೊಳ್ಳುತ್ತೇನೆ ಮಧ್ಯ ವ್ಯಾಪಾರ ಮಾಡುತ್ತಿರುವವರ ವಿರುದ್ಧ ಕಾನೂನು ಕ್ರಮ ಕೈಗೊಳ್ಳಬೇಕೆಂದು ಶಿವಕುಮಾರ್ ತಿಳಿಸಿದರು. ಇದೇ ಸಂದರ್ಭದಲ್ಲಿ ಮಾತನಾಡಿದ ದಲಿತ: [628, 774, 766, 802]
- article-paragraph: ಹೇಳ್ಳಿಕೊಳ್ಳುತ್ತೇನೆ ಮಧ್ಯ ವ್ಯಾಪಾರ ಮಾಡುತ್ತಿರುವವರ ವಿರುದ್ಧ ಕಾನೂನು ಕ್ರಮ ಕೈಗೊಳ್ಳಬೇಕೆಂದು ಶಿವಕುಮಾರ್ ತಿಳಿಸಿದರು. ಇದೇ ಸಂದರ್ಭದಲ್ಲಿ ಮಾತನಾಡಿದ ದಲಿತ: [772, 649, 910, 676]
- story2-headline: ಪರಿಶಿಷ್ಟ ಜಾತಿ ಮತ್ತು ಪರಿಶಿಷ್ಟ ಪಂಗಡಗಳ ಕುಂದು ಕೊರತೆ ಸಭೆ: [637, 140, 901, 189]
- band-epaper-label: ಇ-ಪೇಪರ್:: [371, 1048, 414, 1061]
- logo-part2: ವಾರ್ತೆ: [537, 66, 618, 110]
- story2-byline: ವರದಿ: ನರಸಿಂಹರಾಜು.ಎಚ್: [775, 205, 910, 222]
- article-paragraph: ಚನ್ನಪಟ್ಟಣ: ಸಾರ್ವಜನಿಕ ಆಸ್ಪತ್ರೆಯ ರಕ್ಷ ಸಮಿತಿ ಅಧ್ಯಕ್ಷರನ್ನಾಗಿ ಮಾಡುತ್ತೇವೆ ಎಂದು ಶಾಸಕ ಸಿ.ಪಿ.ಯೋಗೇಶ್ವರ್ ಭರವಸೆ ನೀಡಿದರು.: [331, 1287, 486, 1305]
- article-paragraph: ಚನ್ನಪಟ್ಟಣ: ಸಾರ್ವಜನಿಕ ಆಸ್ಪತ್ರೆಯ ರಕ್ಷ ಸಮಿತಿ ಅಧ್ಯಕ್ಷರನ್ನಾಗಿ ಮಾಡುತ್ತೇವೆ ಎಂದು ಶಾಸಕ ಸಿ.ಪಿ.ಯೋಗೇಶ್ವರ್ ಭರವಸೆ ನೀಡಿದರು.: [183, 1241, 325, 1259]
- article-paragraph: ಪಟ್ಟಣದ ತಹಸೀಲ್ದಾರ್ ಕಚೇರಿ ಮುಂಭಾಗದಲ್ಲಿ ನಡೆದ ಕಾರ್ಯಕ್ರಮದಲ್ಲಿ ಭಾಗವಹಿಸಿ ಮಾತನಾಡಿದ ಅವರು ಸಾರ್ವಜನಿಕರ ಸೇವೆಗೆ ಸದಾ ಸಿದ್ಧರಿದ್ದೇವೆ ಎಂದರು.: [660, 1112, 765, 1148]
- article-paragraph: ಚನ್ನಪಟ್ಟಣ: ಸಾರ್ವಜನಿಕ ಆಸ್ಪತ್ರೆಯ ರಕ್ಷ ಸಮಿತಿ ಅಧ್ಯಕ್ಷರನ್ನಾಗಿ ಮಾಡುತ್ತೇವೆ ಎಂದು ಶಾಸಕ ಸಿ.ಪಿ.ಯೋಗೇಶ್ವರ್ ಭರವಸೆ ನೀಡಿದರು.: [37, 1312, 177, 1330]
- article-paragraph: ಮಳವಳ್ಳಿ: ಮಳವಳ್ಳಿಪಟ್ಟಣದಲ್ಲಿ ಪಸರ ಮಾಲಿನ್ಯ ನಿಯಂತ್ರಣ ಮಂಡಳಿ ಅಧ್ಯಕ್ಷ ಹಾಗೂ ಶಾಸಕ ನರೇಂದ್ರಸ್ವಾಮಿ ರವರ 63 ನೇ ವರ್ಷದ ಹುಟ್ಟುಹಬ್ಬವನ್ನು ಕಾಂಗ್ರೆಸ್ ಕಾರ್ಯಕರ್ತರ ಸಮ್ಮುಖದಲ್ಲಿ ವಿಜೃಂಭಣೆಯಿಂದ ಆಚರಿಸಲಾಯಿತು.: [37, 352, 180, 389]
- photo-detail: [42, 747, 82, 897]
- date-kannada: ಸೋಮವಾರ 14 ಏಪ್ರಿಲ್ 2025: [795, 91, 910, 102]
- article-paragraph: ಪಟ್ಟಣದ ತಹಸೀಲ್ದಾರ್ ಕಚೇರಿ ಮುಂಭಾಗದಲ್ಲಿ ನಡೆದ ಕಾರ್ಯಕ್ರಮದಲ್ಲಿ ಭಾಗವಹಿಸಿ ಮಾತನಾಡಿದ ಅವರು ಸಾರ್ವಜನಿಕರ ಸೇವೆಗೆ ಸದಾ ಸಿದ್ಧರಿದ್ದೇವೆ ಎಂದರು.: [183, 1312, 325, 1339]
- photo-detail: [382, 737, 422, 897]
- article-paragraph: ಚನ್ನಪಟ್ಟಣ: ಸಾರ್ವಜನಿಕ ಆಸ್ಪತ್ರೆಯ ರಕ್ಷ ಸಮಿತಿ ಅಧ್ಯಕ್ಷರನ್ನಾಗಿ ಮಾಡುತ್ತೇವೆ ಎಂದು ಶಾಸಕ ಸಿ.ಪಿ.ಯೋಗೇಶ್ವರ್ ಭರವಸೆ ನೀಡಿದರು.: [183, 1141, 325, 1159]
- story2-photo: [628, 290, 908, 490]
- photo-detail: [325, 230, 363, 375]
- story2-column-2: [775, 226, 910, 286]
- story4-column-5: [660, 1287, 760, 1512]
- article-paragraph: ಕುಣಿಗಲ್ :- ಪಟ್ಟಣದ ಕುಣಿಗಲ್ ಪೊಲೀಸ್ ಠಾಣೆಯ ಪೊಲೀಸ್ ಇನ್ಸ್ಪೆಕ್ಟರ್ ಆದ ನವೀನ್ ಗೌಡ ಎಸ್ ಬಿ, ಆರಕ್ಷಕ ನಿರೀಕ್ಷಕರು ನನ್ನ ಎಲ್ಲಾ ದಲಿತ ಮುಖಂಡರುಗಳಿಗೂ ಹಾಗೂ ಎಲ್ಲಾ ಪೊಲೀಸ್ ಸಿಬ್ಬಂದಿಗಳಿಗೂ ಅಂಬೇಡ್ಕರ್ ಜಯಂತಿಯ ಹಾರ್ದಿಕ ಶುಭಾಶಯಗಳನ್ನು: [772, 678, 910, 724]
- photo-detail: [375, 255, 405, 375]
- article-paragraph: ಪಟ್ಟಣದ ತಹಸೀಲ್ದಾರ್ ಕಚೇರಿ ಮುಂಭಾಗದಲ್ಲಿ ನಡೆದ ಕಾರ್ಯಕ್ರಮದಲ್ಲಿ ಭಾಗವಹಿಸಿ ಮಾತನಾಡಿದ ಅವರು ಸಾರ್ವಜನಿಕರ ಸೇವೆಗೆ ಸದಾ ಸಿದ್ಧರಿದ್ದೇವೆ ಎಂದರು.: [37, 1332, 177, 1359]
- article-paragraph: ಕೊಪ್ಪಳ: ಇಂದಿನ ಆಧುನಿಕ ಯುಗದಲ್ಲಿ ಯುವ ಸಮೂಹ ಉತ್ತಮ ಸಂಸ್ಕಾರದಿಂದ ಬದುಕು ರೂಪಿಸಿಕೊಳ್ಳಬೇಕು, ಗುರುಭಕ್ತಿಯೊಂದಿಗೆ ಮನಶುದ್ಧಿ ಮಾಡಿಕೊಳ್ಳಿ ಎಂದು ಕುಕನೂರು ಅನ್ನದಾನೀಶ್ವರ ಶಾಖಾ ಮಠದ ಮಹಾದೇವ ಸ್ವಾಮೀಜಿ ಹೇಳಿದರು.: [495, 924, 615, 970]
- article-paragraph: ಪಟ್ಟಣದ ತಹಸೀಲ್ದಾರ್ ಕಚೇರಿ ಮುಂಭಾಗದಲ್ಲಿ ನಡೆದ ಕಾರ್ಯಕ್ರಮದಲ್ಲಿ ಭಾಗವಹಿಸಿ ಮಾತನಾಡಿದ ಅವರು ಸಾರ್ವಜನಿಕರ ಸೇವೆಗೆ ಸದಾ ಸಿದ್ಧರಿದ್ದೇವೆ ಎಂದರು.: [492, 1337, 655, 1364]
- story4-column-4: [492, 1287, 655, 1512]
- story1-column-3: [330, 378, 468, 528]
- article-paragraph: ಹೇಳ್ಳಿಕೊಳ್ಳುತ್ತೇನೆ ಮಧ್ಯ ವ್ಯಾಪಾರ ಮಾಡುತ್ತಿರುವವರ ವಿರುದ್ಧ ಕಾನೂನು ಕ್ರಮ ಕೈಗೊಳ್ಳಬೇಕೆಂದು ಶಿವಕುಮಾರ್ ತಿಳಿಸಿದರು. ಇದೇ ಸಂದರ್ಭದಲ್ಲಿ ಮಾತನಾಡಿದ ದಲಿತ: [772, 804, 910, 831]
- photo-detail: [415, 250, 445, 375]
- photo-detail: [187, 757, 227, 897]
- article-paragraph: ಪಟ್ಟಣದ ತಹಸೀಲ್ದಾರ್ ಕಚೇರಿ ಮುಂಭಾಗದಲ್ಲಿ ನಡೆದ ಕಾರ್ಯಕ್ರಮದಲ್ಲಿ ಭಾಗವಹಿಸಿ ಮಾತನಾಡಿದ ಅವರು ಸಾರ್ವಜನಿಕರ ಸೇವೆಗೆ ಸದಾ ಸಿದ್ಧರಿದ್ದೇವೆ ಎಂದರು.: [660, 1316, 760, 1353]
- story2-column-4: [772, 494, 910, 1034]
- article-paragraph: ಕುಣಿಗಲ್ :- ಪಟ್ಟಣದ ಕುಣಿಗಲ್ ಪೊಲೀಸ್ ಠಾಣೆಯ ಪೊಲೀಸ್ ಇನ್ಸ್ಪೆಕ್ಟರ್ ಆದ ನವೀನ್ ಗೌಡ ಎಸ್ ಬಿ, ಆರಕ್ಷಕ ನಿರೀಕ್ಷಕರು ನನ್ನ ಎಲ್ಲಾ ದಲಿತ ಮುಖಂಡರುಗಳಿಗೂ ಹಾಗೂ ಎಲ್ಲಾ ಪೊಲೀಸ್ ಸಿಬ್ಬಂದಿಗಳಿಗೂ ಅಂಬೇಡ್ಕರ್ ಜಯಂತಿಯ ಹಾರ್ದಿಕ ಶುಭಾಶಯಗಳನ್ನು: [772, 523, 910, 569]
- article-paragraph: ಕೊಪ್ಪಳ: ಇಂದಿನ ಆಧುನಿಕ ಯುಗದಲ್ಲಿ ಯುವ ಸಮೂಹ ಉತ್ತಮ ಸಂಸ್ಕಾರದಿಂದ ಬದುಕು ರೂಪಿಸಿಕೊಳ್ಳಬೇಕು, ಗುರುಭಕ್ತಿಯೊಂದಿಗೆ ಮನಶುದ್ಧಿ ಮಾಡಿಕೊಳ್ಳಿ ಎಂದು ಕುಕನೂರು ಅನ್ನದಾನೀಶ್ವರ ಶಾಖಾ ಮಠದ ಮಹಾದೇವ ಸ್ವಾಮೀಜಿ ಹೇಳಿದರು.: [343, 968, 490, 1005]
- article-paragraph: ಚನ್ನಪಟ್ಟಣ: ಸಾರ್ವಜನಿಕ ಆಸ್ಪತ್ರೆಯ ರಕ್ಷ ಸಮಿತಿ ಅಧ್ಯಕ್ಷರನ್ನಾಗಿ ಮಾಡುತ್ತೇವೆ ಎಂದು ಶಾಸಕ ಸಿ.ಪಿ.ಯೋಗೇಶ್ವರ್ ಭರವಸೆ ನೀಡಿದರು.: [770, 1162, 910, 1180]
- epaper-label: ಇ-ಪೇಪರ್:: [714, 76, 753, 87]
- article-paragraph: ಮಳವಳ್ಳಿ: ಮಳವಳ್ಳಿಪಟ್ಟಣದಲ್ಲಿ ಪಸರ ಮಾಲಿನ್ಯ ನಿಯಂತ್ರಣ ಮಂಡಳಿ ಅಧ್ಯಕ್ಷ ಹಾಗೂ ಶಾಸಕ ನರೇಂದ್ರಸ್ವಾಮಿ ರವರ 63 ನೇ ವರ್ಷದ ಹುಟ್ಟುಹಬ್ಬವನ್ನು ಕಾಂಗ್ರೆಸ್ ಕಾರ್ಯಕರ್ತರ ಸಮ್ಮುಖದಲ್ಲಿ ವಿಜೃಂಭಣೆಯಿಂದ ಆಚರಿಸಲಾಯಿತು.: [330, 446, 468, 483]
- article-paragraph: ಚನ್ನಪಟ್ಟಣ: ಸಾರ್ವಜನಿಕ ಆಸ್ಪತ್ರೆಯ ರಕ್ಷ ಸಮಿತಿ ಅಧ್ಯಕ್ಷರನ್ನಾಗಿ ಮಾಡುತ್ತೇವೆ ಎಂದು ಶಾಸಕ ಸಿ.ಪಿ.ಯೋಗೇಶ್ವರ್ ಭರವಸೆ ನೀಡಿದರು.: [183, 1191, 325, 1209]
- article-paragraph: ಬಂಗಾರ ಗಳಿಸಿದೇ ನಾವೆಲ್ಲರೂ ದೊಡ್ಡವರಾಗುವುದಿಲ್ಲ, ಬಂಗಾರದಂತಹ ಜೀವನ ನಡೆಸಿದಾಗ ದೊಡ್ಡವರಾಗುತ್ತಾರೆ ಎಂದು ಶ್ರೀ ಮಾತು ಹೇಳಿದರು.: [495, 885, 615, 922]
- article-paragraph: ಕುಣಿಗಲ್ :- ಪಟ್ಟಣದ ಕುಣಿಗಲ್ ಪೊಲೀಸ್ ಠಾಣೆಯ ಪೊಲೀಸ್ ಇನ್ಸ್ಪೆಕ್ಟರ್ ಆದ ನವೀನ್ ಗೌಡ ಎಸ್ ಬಿ, ಆರಕ್ಷಕ ನಿರೀಕ್ಷಕರು ನನ್ನ ಎಲ್ಲಾ ದಲಿತ ಮುಖಂಡರುಗಳಿಗೂ ಹಾಗೂ ಎಲ್ಲಾ ಪೊಲೀಸ್ ಸಿಬ್ಬಂದಿಗಳಿಗೂ ಅಂಬೇಡ್ಕರ್ ಜಯಂತಿಯ ಹಾರ್ದಿಕ ಶುಭಾಶಯಗಳನ್ನು: [628, 571, 766, 617]
- article-paragraph: ಪಟ್ಟಣದ ತಹಸೀಲ್ದಾರ್ ಕಚೇರಿ ಮುಂಭಾಗದಲ್ಲಿ ನಡೆದ ಕಾರ್ಯಕ್ರಮದಲ್ಲಿ ಭಾಗವಹಿಸಿ ಮಾತನಾಡಿದ ಅವರು ಸಾರ್ವಜನಿಕರ ಸೇವೆಗೆ ಸದಾ ಸಿದ್ಧರಿದ್ದೇವೆ ಎಂದರು.: [183, 1162, 325, 1189]
- photo-detail: [237, 737, 277, 897]
- photo-detail: [788, 400, 833, 490]
- article-paragraph: ಪಟ್ಟಣದ ತಹಸೀಲ್ದಾರ್ ಕಚೇರಿ ಮುಂಭಾಗದಲ್ಲಿ ನಡೆದ ಕಾರ್ಯಕ್ರಮದಲ್ಲಿ ಭಾಗವಹಿಸಿ ಮಾತನಾಡಿದ ಅವರು ಸಾರ್ವಜನಿಕರ ಸೇವೆಗೆ ಸದಾ ಸಿದ್ಧರಿದ್ದೇವೆ ಎಂದರು.: [183, 1112, 325, 1139]
- article-paragraph: ಚನ್ನಪಟ್ಟಣ: ಸಾರ್ವಜನಿಕ ಆಸ್ಪತ್ರೆಯ ರಕ್ಷ ಸಮಿತಿ ಅಧ್ಯಕ್ಷರನ್ನಾಗಿ ಮಾಡುತ್ತೇವೆ ಎಂದು ಶಾಸಕ ಸಿ.ಪಿ.ಯೋಗೇಶ್ವರ್ ಭರವಸೆ ನೀಡಿದರು.: [770, 1262, 910, 1280]
- photo-detail: [451, 1133, 491, 1283]
- website-link[interactable]: www.munjanevarth.com: [755, 74, 906, 87]
- article-paragraph: ಬಂಗಾರ ಗಳಿಸಿದೇ ನಾವೆಲ್ಲರೂ ದೊಡ್ಡವರಾಗುವುದಿಲ್ಲ, ಬಂಗಾರದಂತಹ ಜೀವನ ನಡೆಸಿದಾಗ ದೊಡ್ಡವರಾಗುತ್ತಾರೆ ಎಂದು ಶ್ರೀ ಮಾತು ಹೇಳಿದರು.: [495, 711, 615, 748]
- photo-detail: [361, 1143, 401, 1283]
- masthead-rule: [95, 92, 385, 100]
- story-divider: [35, 533, 615, 535]
- story1-column-4: [474, 378, 612, 528]
- article-paragraph: ಪಟ್ಟಣದ ತಹಸೀಲ್ದಾರ್ ಕಚೇರಿ ಮುಂಭಾಗದಲ್ಲಿ ನಡೆದ ಕಾರ್ಯಕ್ರಮದಲ್ಲಿ ಭಾಗವಹಿಸಿ ಮಾತನಾಡಿದ ಅವರು ಸಾರ್ವಜನಿಕರ ಸೇವೆಗೆ ಸದಾ ಸಿದ್ಧರಿದ್ದೇವೆ ಎಂದರು.: [770, 1182, 910, 1209]
- date-english: MONDAY 14 APRIL 2025: [795, 105, 910, 116]
- article-paragraph: ಕೊಪ್ಪಳ: ಇಂದಿನ ಆಧುನಿಕ ಯುಗದಲ್ಲಿ ಯುವ ಸಮೂಹ ಉತ್ತಮ ಸಂಸ್ಕಾರದಿಂದ ಬದುಕು ರೂಪಿಸಿಕೊಳ್ಳಬೇಕು, ಗುರುಭಕ್ತಿಯೊಂದಿಗೆ ಮನಶುದ್ಧಿ ಮಾಡಿಕೊಳ್ಳಿ ಎಂದು ಕುಕನೂರು ಅನ್ನದಾನೀಶ್ವರ ಶಾಖಾ ಮಠದ ಮಹಾದೇವ ಸ್ವಾಮೀಜಿ ಹೇಳಿದರು.: [37, 968, 182, 1005]
- article-paragraph: ಹೇಳ್ಳಿಕೊಳ್ಳುತ್ತೇನೆ ಮಧ್ಯ ವ್ಯಾಪಾರ ಮಾಡುತ್ತಿರುವವರ ವಿರುದ್ಧ ಕಾನೂನು ಕ್ರಮ ಕೈಗೊಳ್ಳಬೇಕೆಂದು ಶಿವಕುಮಾರ್ ತಿಳಿಸಿದರು. ಇದೇ ಸಂದರ್ಭದಲ್ಲಿ ಮಾತನಾಡಿದ ದಲಿತ: [772, 726, 910, 754]
- article-paragraph: ಚನ್ನಪಟ್ಟಣ: ಸಾರ್ವಜನಿಕ ಆಸ್ಪತ್ರೆಯ ರಕ್ಷ ಸಮಿತಿ ಅಧ್ಯಕ್ಷರನ್ನಾಗಿ ಮಾಡುತ್ತೇವೆ ಎಂದು ಶಾಸಕ ಸಿ.ಪಿ.ಯೋಗೇಶ್ವರ್ ಭರವಸೆ ನೀಡಿದರು.: [37, 1212, 177, 1230]
- article-paragraph: ಹೇಳ್ಳಿಕೊಳ್ಳುತ್ತೇನೆ ಮಧ್ಯ ವ್ಯಾಪಾರ ಮಾಡುತ್ತಿರುವವರ ವಿರುದ್ಧ ಕಾನೂನು ಕ್ರಮ ಕೈಗೊಳ್ಳಬೇಕೆಂದು ಶಿವಕುಮಾರ್ ತಿಳಿಸಿದರು. ಇದೇ ಸಂದರ್ಭದಲ್ಲಿ ಮಾತನಾಡಿದ ದಲಿತ: [772, 494, 910, 521]
- story1-column-2: [185, 378, 323, 528]
- article-paragraph: ಕೊಪ್ಪಳ: ಇಂದಿನ ಆಧುನಿಕ ಯುಗದಲ್ಲಿ ಯುವ ಸಮೂಹ ಉತ್ತಮ ಸಂಸ್ಕಾರದಿಂದ ಬದುಕು ರೂಪಿಸಿಕೊಳ್ಳಬೇಕು, ಗುರುಭಕ್ತಿಯೊಂದಿಗೆ ಮನಶುದ್ಧಿ ಮಾಡಿಕೊಳ್ಳಿ ಎಂದು ಕುಕನೂರು ಅನ್ನದಾನೀಶ್ವರ ಶಾಖಾ ಮಠದ ಮಹಾದೇವ ಸ್ವಾಮೀಜಿ ಹೇಳಿದರು.: [37, 900, 182, 936]
- column-divider: [621, 140, 622, 1038]
- article-paragraph: ಹೇಳ್ಳಿಕೊಳ್ಳುತ್ತೇನೆ ಮಧ್ಯ ವ್ಯಾಪಾರ ಮಾಡುತ್ತಿರುವವರ ವಿರುದ್ಧ ಕಾನೂನು ಕ್ರಮ ಕೈಗೊಳ್ಳಬೇಕೆಂದು ಶಿವಕುಮಾರ್ ತಿಳಿಸಿದರು. ಇದೇ ಸಂದರ್ಭದಲ್ಲಿ ಮಾತನಾಡಿದ ದಲಿತ: [775, 226, 910, 253]
- article-paragraph: ಹೇಳ್ಳಿಕೊಳ್ಳುತ್ತೇನೆ ಮಧ್ಯ ವ್ಯಾಪಾರ ಮಾಡುತ್ತಿರುವವರ ವಿರುದ್ಧ ಕಾನೂನು ಕ್ರಮ ಕೈಗೊಳ್ಳಬೇಕೆಂದು ಶಿವಕುಮಾರ್ ತಿಳಿಸಿದರು. ಇದೇ ಸಂದರ್ಭದಲ್ಲಿ ಮಾತನಾಡಿದ ದಲಿತ: [772, 882, 910, 909]
- article-paragraph: ಚನ್ನಪಟ್ಟಣ: ಸಾರ್ವಜನಿಕ ಆಸ್ಪತ್ರೆಯ ರಕ್ಷ ಸಮಿತಿ ಅಧ್ಯಕ್ಷರನ್ನಾಗಿ ಮಾಡುತ್ತೇವೆ ಎಂದು ಶಾಸಕ ಸಿ.ಪಿ.ಯೋಗೇಶ್ವರ್ ಭರವಸೆ ನೀಡಿದರು.: [770, 1212, 910, 1230]
- photo-detail: [230, 210, 258, 240]
- story2-column-1: [628, 206, 768, 286]
- article-paragraph: ಪಟ್ಟಣದ ತಹಸೀಲ್ದಾರ್ ಕಚೇರಿ ಮುಂಭಾಗದಲ್ಲಿ ನಡೆದ ಕಾರ್ಯಕ್ರಮದಲ್ಲಿ ಭಾಗವಹಿಸಿ ಮಾತನಾಡಿದ ಅವರು ಸಾರ್ವಜನಿಕರ ಸೇವೆಗೆ ಸದಾ ಸಿದ್ಧರಿದ್ದೇವೆ ಎಂದರು.: [37, 1282, 177, 1309]
- story4-column-3: [331, 1287, 486, 1512]
- photo-detail: [282, 737, 322, 897]
- photo-detail: [601, 1153, 641, 1283]
- article-paragraph: ಬಂಗಾರ ಗಳಿಸಿದೇ ನಾವೆಲ್ಲರೂ ದೊಡ್ಡವರಾಗುವುದಿಲ್ಲ, ಬಂಗಾರದಂತಹ ಜೀವನ ನಡೆಸಿದಾಗ ದೊಡ್ಡವರಾಗುತ್ತಾರೆ ಎಂದು ಶ್ರೀ ಮಾತು ಹೇಳಿದರು.: [495, 798, 615, 835]
- photo-detail: [280, 235, 320, 375]
- article-paragraph: ಹೇಳ್ಳಿಕೊಳ್ಳುತ್ತೇನೆ ಮಧ್ಯ ವ್ಯಾಪಾರ ಮಾಡುತ್ತಿರುವವರ ವಿರುದ್ಧ ಕಾನೂನು ಕ್ರಮ ಕೈಗೊಳ್ಳಬೇಕೆಂದು ಶಿವಕುಮಾರ್ ತಿಳಿಸಿದರು. ಇದೇ ಸಂದರ್ಭದಲ್ಲಿ ಮಾತನಾಡಿದ ದಲಿತ: [628, 542, 766, 569]
- story3-headline: ಗುರುಭಕ್ತಿಯೊಂದಿಗೆ ಮನ ಶುದ್ಧಿ ಮಾಡಿಕೊಳ್ಳಿ; ಮಹಾದೇವ ಶ್ರೀಗಳು ತಳಕಲ್ ಗ್ರಾಮದ ಉಡಚಮ್ಮ ದೇವಿ ಜಾತ್ರಾ ಮಹೋತ್ಸವ: [37, 544, 559, 611]
- article-paragraph: ಪಟ್ಟಣದ ಹೊರವಲಯದಲ್ಲಿರುವ ಮಾರೇಹಳ್ಳಿ ಶ್ರೀ ಲಕ್ಷ್ಮೀನರಸಿಂಹಸ್ವಾಮಿ ದೇವಸ್ಥಾನದಲ್ಲಿ ಮೊದಲು ಪೂಜೆ ಸಲ್ಲಿಸಿ ದೇವಸ್ಥಾನದಲ್ಲಿ ಕೇಕ್ ಕಟ್ ಮಾಡಲಾಯಿತು.: [37, 254, 180, 282]
- story4-column-2: [183, 1112, 325, 1512]
- article-paragraph: ಚನ್ನಪಟ್ಟಣ: ಸಾರ್ವಜನಿಕ ಆಸ್ಪತ್ರೆಯ ರಕ್ಷ ಸಮಿತಿ ಅಧ್ಯಕ್ಷರನ್ನಾಗಿ ಮಾಡುತ್ತೇವೆ ಎಂದು ಶಾಸಕ ಸಿ.ಪಿ.ಯೋಗೇಶ್ವರ್ ಭರವಸೆ ನೀಡಿದರು.: [37, 1112, 177, 1130]
- article-paragraph: ಪಟ್ಟಣದ ಹೊರವಲಯದಲ್ಲಿರುವ ಮಾರೇಹಳ್ಳಿ ಶ್ರೀ ಲಕ್ಷ್ಮೀನರಸಿಂಹಸ್ವಾಮಿ ದೇವಸ್ಥಾನದಲ್ಲಿ ಮೊದಲು ಪೂಜೆ ಸಲ್ಲಿಸಿ ದೇವಸ್ಥಾನದಲ್ಲಿ ಕೇಕ್ ಕಟ್ ಮಾಡಲಾಯಿತು.: [474, 446, 612, 473]
- story1-headline: ಮಳವಳ್ಳಿಯಲ್ಲಿ ವಿಜೃಂಭಣೆಯಿಂದ ಶಾಸಕ ನರೇಂದ್ರಸ್ವಾಮಿ ಹುಟ್ಟು ಹಬ್ಬ ಆಚರಣೆ: [37, 141, 607, 167]
- article-paragraph: ಹೇಳ್ಳಿಕೊಳ್ಳುತ್ತೇನೆ ಮಧ್ಯ ವ್ಯಾಪಾರ ಮಾಡುತ್ತಿರುವವರ ವಿರುದ್ಧ ಕಾನೂನು ಕ್ರಮ ಕೈಗೊಳ್ಳಬೇಕೆಂದು ಶಿವಕುಮಾರ್ ತಿಳಿಸಿದರು. ಇದೇ ಸಂದರ್ಭದಲ್ಲಿ ಮಾತನಾಡಿದ ದಲಿತ: [628, 697, 766, 724]
